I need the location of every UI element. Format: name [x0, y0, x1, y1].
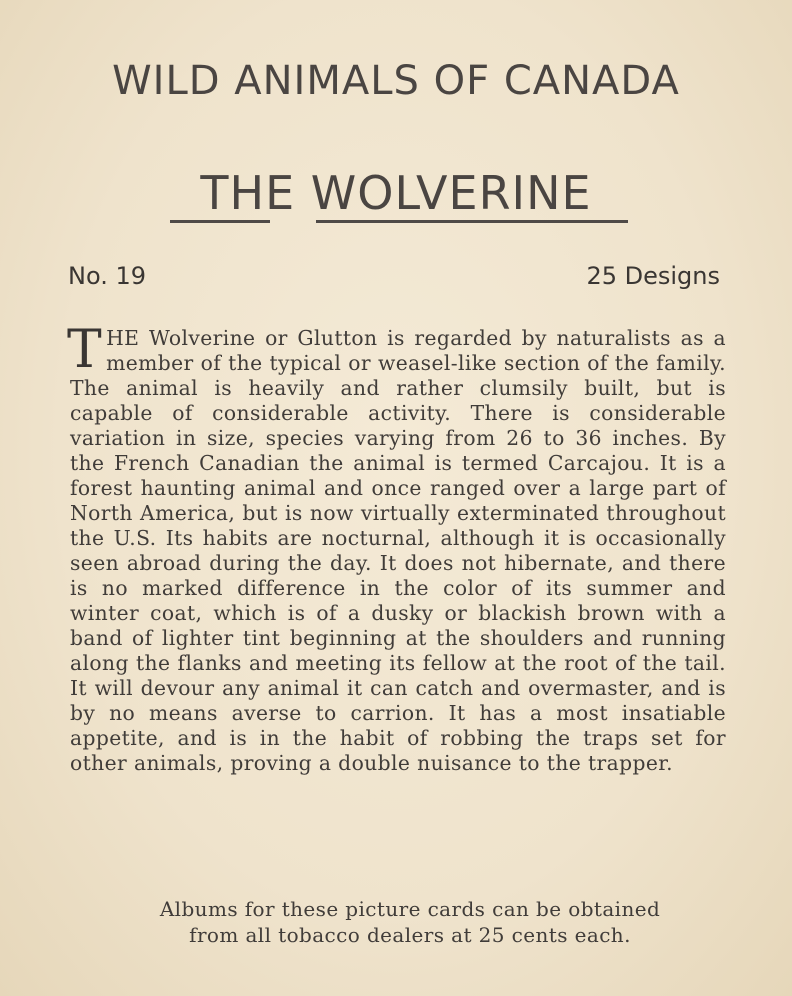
- drop-cap: T: [67, 320, 103, 380]
- album-notice-line-1: Albums for these picture cards can be obtained: [159, 897, 661, 921]
- album-notice: [0, 896, 792, 948]
- designs-count: 25 Designs: [586, 262, 720, 290]
- card-number: No. 19: [68, 262, 147, 290]
- description-text: HE Wolverine or Glutton is regarded by naturalists as a member of the typical or weasel-like section of the family. The animal is heavily and rather clumsily built, but is capable of considerable activity. There is considerable variation in size, species varying from 26 to 36 inches. By the French Canadian the animal is termed Carcajou. It is a forest haunting animal and once ranged over a large part of North America, but is now virtually exterminated throughout the U.S. Its habits are nocturnal, although it is occasionally seen abroad during the day. It does not hibernate, and there is no marked difference in the color of its summer and winter coat, which is of a dusky or blackish brown with a band of lighter tint beginning at the shoulders and running along the flanks and meeting its fellow at the root of the tail. It will devour any animal it can catch and overmaster, and is by no means averse to carrion. It has a most insatiable appetite, and is in the habit of robbing the traps set for other animals, proving a double nuisance to the trapper.: [70, 326, 726, 775]
- title-underline-right: [316, 220, 628, 223]
- description-paragraph: [67, 320, 726, 776]
- card-title: THE WOLVERINE: [200, 166, 592, 220]
- album-notice-line-2: from all tobacco dealers at 25 cents each.: [189, 923, 631, 947]
- series-title: WILD ANIMALS OF CANADA: [112, 58, 680, 104]
- title-underline-left: [170, 220, 270, 223]
